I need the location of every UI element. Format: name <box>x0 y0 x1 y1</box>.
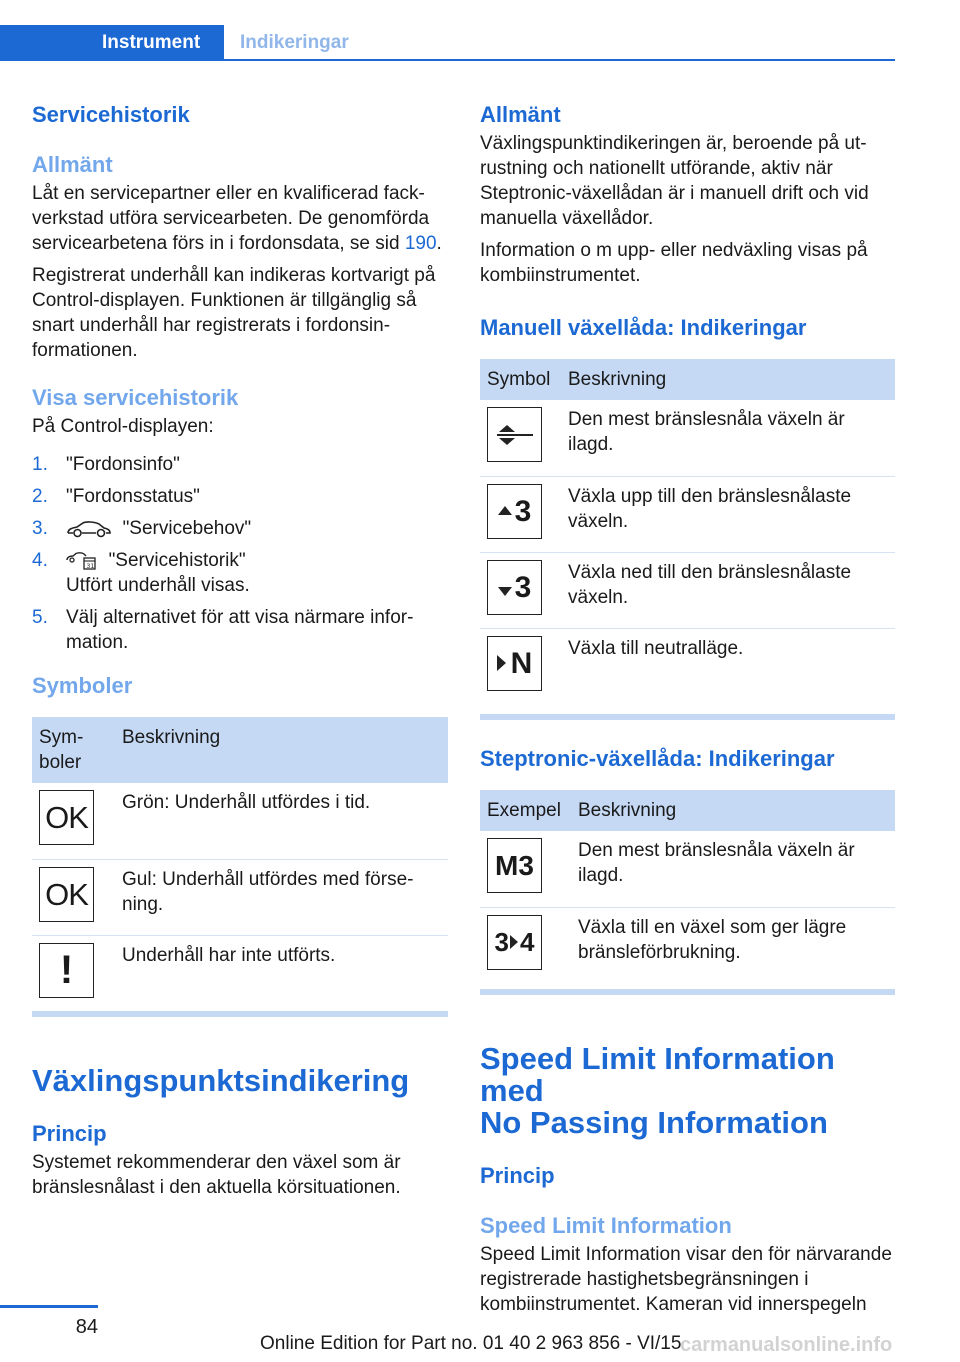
paragraph-control-display: På Control-displayen: <box>32 416 214 437</box>
gear-3-to-4-icon: 3 4 <box>487 915 542 970</box>
heading-manuell: Manuell växellåda: Indikeringar <box>480 315 807 340</box>
table-header-example: Exempel <box>480 790 571 831</box>
manual-gear-m3-icon: M3 <box>487 838 542 893</box>
heading-visa-servicehistorik: Visa servicehistorik <box>32 385 239 410</box>
page-link-190[interactable]: 190 <box>404 233 437 254</box>
tab-indikeringar[interactable]: Indikeringar <box>240 32 349 53</box>
table-row: 3 Växla upp till den bränslesnålaste växeln. <box>480 476 895 552</box>
table-row: M3 Den mest bränslesnåla växeln är ilagd. <box>480 831 895 907</box>
paragraph-service-intro: Låt en servicepartner eller en kvalificerad fackverkstad utföra servicearbeten. De genomförda servicearbetena förs in i fordonsdata, se sid 190. <box>32 183 442 254</box>
table-header-description: Beskrivning <box>561 359 895 400</box>
shift-down-3-icon: 3 <box>487 560 542 615</box>
table-end-bar <box>480 714 895 720</box>
table-row: ! Underhåll har inte utförts. <box>32 935 448 1011</box>
left-column <box>32 100 448 1200</box>
paragraph-kombi: Information o m upp- eller nedväxling visas på kombiinstrumentet. <box>480 240 868 286</box>
table-row: 3 4 Växla till en växel som ger lägre bränsleförbrukning. <box>480 907 895 983</box>
table-header-symbol: Symboler <box>32 717 115 783</box>
neutral-icon: N <box>487 636 542 691</box>
heading-symboler: Symboler <box>32 673 133 698</box>
heading-servicehistorik: Servicehistorik <box>32 102 190 127</box>
heading-speed-limit-information: Speed Limit Information <box>480 1213 732 1238</box>
table-row: OK Grön: Underhåll utfördes i tid. <box>32 783 448 859</box>
car-icon <box>66 520 112 538</box>
table-end-bar <box>32 1011 448 1017</box>
heading-allmant-right: Allmänt <box>480 102 561 127</box>
paragraph-registered: Registrerat underhåll kan indikeras kortvarigt på Control-displayen. Funktionen är tillgänglig så snart underhåll har registrerats i fordonsinformationen. <box>32 265 436 361</box>
heading-princip-right: Princip <box>480 1163 555 1188</box>
ok-green-icon: OK <box>39 790 94 845</box>
watermark: carmanualsonline.info <box>680 1334 893 1356</box>
edition-text: Online Edition for Part no. 01 40 2 963 856 - VI/15 <box>260 1333 682 1354</box>
right-column <box>480 100 895 1317</box>
table-row: Den mest bränslesnåla växeln är ilagd. <box>480 400 895 476</box>
heading-princip: Princip <box>32 1121 107 1146</box>
list-item: 4. 31 "Servicehistorik" Utfört underhåll visas. <box>32 550 250 596</box>
heading-speed-limit-2: No Passing Information <box>480 1105 828 1140</box>
list-item: 2. "Fordonsstatus" <box>32 486 200 507</box>
table-end-bar <box>480 989 895 995</box>
header-tabs <box>0 25 895 61</box>
tab-instrument[interactable]: Instrument <box>0 25 224 61</box>
paragraph-system: Systemet rekommenderar den växel som är bränslesnålast i den aktuella körsituationen. <box>32 1152 401 1198</box>
paragraph-speed-limit: Speed Limit Information visar den för närvarande registrerade hastighetsbegränsningen i kombiinstrumentet. Kameran vid innerspegeln <box>480 1244 892 1315</box>
shift-up-3-icon: 3 <box>487 484 542 539</box>
ok-yellow-icon: OK <box>39 867 94 922</box>
heading-vaxlingspunktsindikering: Växlingspunktsindikering <box>32 1063 410 1098</box>
service-history-icon <box>66 552 98 570</box>
list-item: 5. Välj alternativet för att visa närmare information. <box>32 607 414 653</box>
paragraph-vaxling-intro: Växlingspunktindikeringen är, beroende på utrustning och nationellt utförande, aktiv när Steptronic-växellådan är i manuell drift och vid manuella växellådor. <box>480 133 869 229</box>
steptronic-table <box>480 790 895 983</box>
table-header-description: Beskrivning <box>115 717 448 783</box>
table-header-description: Beskrivning <box>571 790 895 831</box>
table-header-symbol: Symbol <box>480 359 561 400</box>
footer-bar <box>0 1305 98 1308</box>
manual-gearbox-table <box>480 359 895 704</box>
heading-steptronic: Steptronic-växellåda: Indikeringar <box>480 746 835 771</box>
up-down-arrow-icon <box>487 407 542 462</box>
svg-text:31: 31 <box>86 562 95 570</box>
symbols-table <box>32 717 448 1011</box>
table-row: OK Gul: Underhåll utfördes med försening. <box>32 859 448 935</box>
list-item: 3. "Servicebehov" <box>32 518 252 539</box>
page-number: 84 <box>75 1316 98 1338</box>
table-row: N Växla till neutralläge. <box>480 628 895 704</box>
table-row: 3 Växla ned till den bränslesnålaste växeln. <box>480 552 895 628</box>
heading-allmant: Allmänt <box>32 152 113 177</box>
list-item: 1. "Fordonsinfo" <box>32 454 180 475</box>
steps-list <box>32 452 448 655</box>
heading-speed-limit-1: Speed Limit Information med <box>480 1041 835 1108</box>
exclamation-icon: ! <box>39 943 94 998</box>
